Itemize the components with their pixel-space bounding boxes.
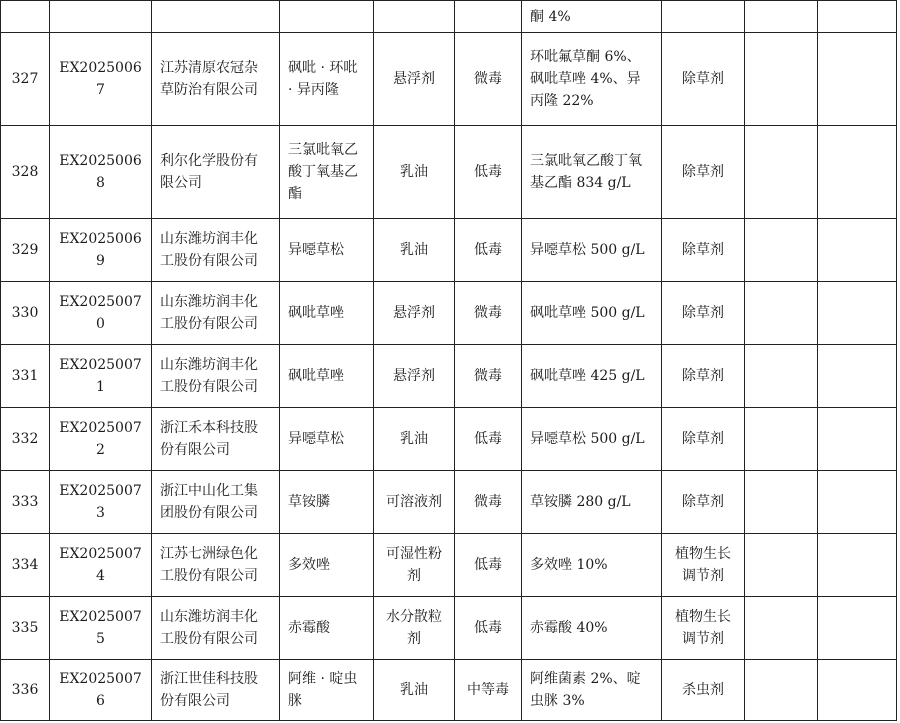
table-row: [1, 408, 897, 471]
cell-code: EX20250073: [50, 471, 152, 534]
cell-formulation: 乳油: [374, 660, 455, 721]
cell-company: [152, 1, 280, 33]
cell-content: 异噁草松 500 g/L: [522, 408, 662, 471]
cell-company: 山东潍坊润丰化工股份有限公司: [152, 345, 280, 408]
cell-company: 江苏清原农冠杂草防治有限公司: [152, 33, 280, 126]
cell-extra-2: [818, 660, 897, 721]
cell-no: 328: [1, 126, 50, 219]
cell-extra-1: [745, 282, 818, 345]
cell-extra-1: [745, 471, 818, 534]
table-row: [1, 660, 897, 721]
cell-extra-1: [745, 1, 818, 33]
cell-toxicity: 低毒: [455, 534, 522, 597]
cell-no: 334: [1, 534, 50, 597]
cell-formulation: 乳油: [374, 219, 455, 282]
cell-content: 环吡氟草酮 6%、砜吡草唑 4%、异丙隆 22%: [522, 33, 662, 126]
cell-formulation: 可溶液剂: [374, 471, 455, 534]
cell-extra-2: [818, 534, 897, 597]
cell-content: 砜吡草唑 425 g/L: [522, 345, 662, 408]
cell-no: 336: [1, 660, 50, 721]
cell-code: EX20250068: [50, 126, 152, 219]
cell-toxicity: 微毒: [455, 345, 522, 408]
cell-name: 异噁草松: [280, 408, 374, 471]
cell-name: 砜吡草唑: [280, 282, 374, 345]
cell-toxicity: 微毒: [455, 471, 522, 534]
cell-extra-1: [745, 660, 818, 721]
cell-formulation: 水分散粒剂: [374, 597, 455, 660]
cell-formulation: 可湿性粉剂: [374, 534, 455, 597]
cell-toxicity: 低毒: [455, 408, 522, 471]
cell-content: 阿维菌素 2%、啶虫脒 3%: [522, 660, 662, 721]
table-row: [1, 345, 897, 408]
cell-no: [1, 1, 50, 33]
cell-content: 赤霉酸 40%: [522, 597, 662, 660]
cell-company: 山东潍坊润丰化工股份有限公司: [152, 597, 280, 660]
cell-formulation: 悬浮剂: [374, 345, 455, 408]
table-row: [1, 219, 897, 282]
table-row: [1, 534, 897, 597]
cell-use: 除草剂: [662, 219, 745, 282]
cell-name: 阿维 · 啶虫脒: [280, 660, 374, 721]
cell-extra-1: [745, 219, 818, 282]
cell-code: EX20250069: [50, 219, 152, 282]
cell-company: 山东潍坊润丰化工股份有限公司: [152, 282, 280, 345]
cell-no: 333: [1, 471, 50, 534]
cell-use: 除草剂: [662, 345, 745, 408]
cell-use: 除草剂: [662, 126, 745, 219]
cell-company: 利尔化学股份有限公司: [152, 126, 280, 219]
cell-toxicity: 中等毒: [455, 660, 522, 721]
cell-code: EX20250075: [50, 597, 152, 660]
cell-company: 浙江中山化工集团股份有限公司: [152, 471, 280, 534]
table-row: [1, 471, 897, 534]
cell-name: 草铵膦: [280, 471, 374, 534]
cell-formulation: 悬浮剂: [374, 282, 455, 345]
cell-formulation: 乳油: [374, 126, 455, 219]
cell-extra-2: [818, 282, 897, 345]
table-row: [1, 597, 897, 660]
cell-extra-1: [745, 345, 818, 408]
cell-extra-2: [818, 408, 897, 471]
cell-no: 327: [1, 33, 50, 126]
cell-company: 浙江禾本科技股份有限公司: [152, 408, 280, 471]
cell-use: 杀虫剂: [662, 660, 745, 721]
cell-extra-2: [818, 471, 897, 534]
cell-company: 浙江世佳科技股份有限公司: [152, 660, 280, 721]
cell-formulation: [374, 1, 455, 33]
cell-extra-1: [745, 597, 818, 660]
cell-use: [662, 1, 745, 33]
table-row-partial: [1, 1, 897, 33]
cell-extra-1: [745, 126, 818, 219]
cell-extra-2: [818, 33, 897, 126]
cell-no: 335: [1, 597, 50, 660]
cell-no: 332: [1, 408, 50, 471]
cell-content: 酮 4%: [522, 1, 662, 33]
cell-content: 三氯吡氧乙酸丁氧基乙酯 834 g/L: [522, 126, 662, 219]
cell-code: EX20250070: [50, 282, 152, 345]
cell-use: 植物生长调节剂: [662, 597, 745, 660]
cell-name: 砜吡 · 环吡 · 异丙隆: [280, 33, 374, 126]
cell-extra-1: [745, 33, 818, 126]
cell-name: 多效唑: [280, 534, 374, 597]
cell-toxicity: 低毒: [455, 219, 522, 282]
cell-use: 除草剂: [662, 471, 745, 534]
cell-code: EX20250076: [50, 660, 152, 721]
cell-use: 除草剂: [662, 33, 745, 126]
cell-formulation: 乳油: [374, 408, 455, 471]
cell-company: 江苏七洲绿色化工股份有限公司: [152, 534, 280, 597]
cell-code: EX20250072: [50, 408, 152, 471]
cell-name: 砜吡草唑: [280, 345, 374, 408]
cell-code: EX20250067: [50, 33, 152, 126]
cell-extra-2: [818, 597, 897, 660]
cell-no: 331: [1, 345, 50, 408]
cell-code: EX20250074: [50, 534, 152, 597]
cell-code: EX20250071: [50, 345, 152, 408]
cell-extra-2: [818, 1, 897, 33]
cell-use: 除草剂: [662, 282, 745, 345]
table-row: [1, 282, 897, 345]
cell-extra-2: [818, 345, 897, 408]
cell-use: 除草剂: [662, 408, 745, 471]
cell-extra-1: [745, 534, 818, 597]
cell-no: 329: [1, 219, 50, 282]
cell-name: 赤霉酸: [280, 597, 374, 660]
cell-extra-2: [818, 126, 897, 219]
cell-content: 草铵膦 280 g/L: [522, 471, 662, 534]
cell-no: 330: [1, 282, 50, 345]
table-row: [1, 33, 897, 126]
cell-toxicity: 微毒: [455, 33, 522, 126]
cell-use: 植物生长调节剂: [662, 534, 745, 597]
cell-content: 多效唑 10%: [522, 534, 662, 597]
cell-toxicity: [455, 1, 522, 33]
cell-formulation: 悬浮剂: [374, 33, 455, 126]
cell-toxicity: 微毒: [455, 282, 522, 345]
cell-extra-2: [818, 219, 897, 282]
cell-content: 异噁草松 500 g/L: [522, 219, 662, 282]
cell-content: 砜吡草唑 500 g/L: [522, 282, 662, 345]
cell-company: 山东潍坊润丰化工股份有限公司: [152, 219, 280, 282]
cell-name: 三氯吡氧乙酸丁氧基乙酯: [280, 126, 374, 219]
table-row: [1, 126, 897, 219]
cell-toxicity: 低毒: [455, 597, 522, 660]
cell-toxicity: 低毒: [455, 126, 522, 219]
cell-name: 异噁草松: [280, 219, 374, 282]
cell-extra-1: [745, 408, 818, 471]
cell-code: [50, 1, 152, 33]
cell-name: [280, 1, 374, 33]
